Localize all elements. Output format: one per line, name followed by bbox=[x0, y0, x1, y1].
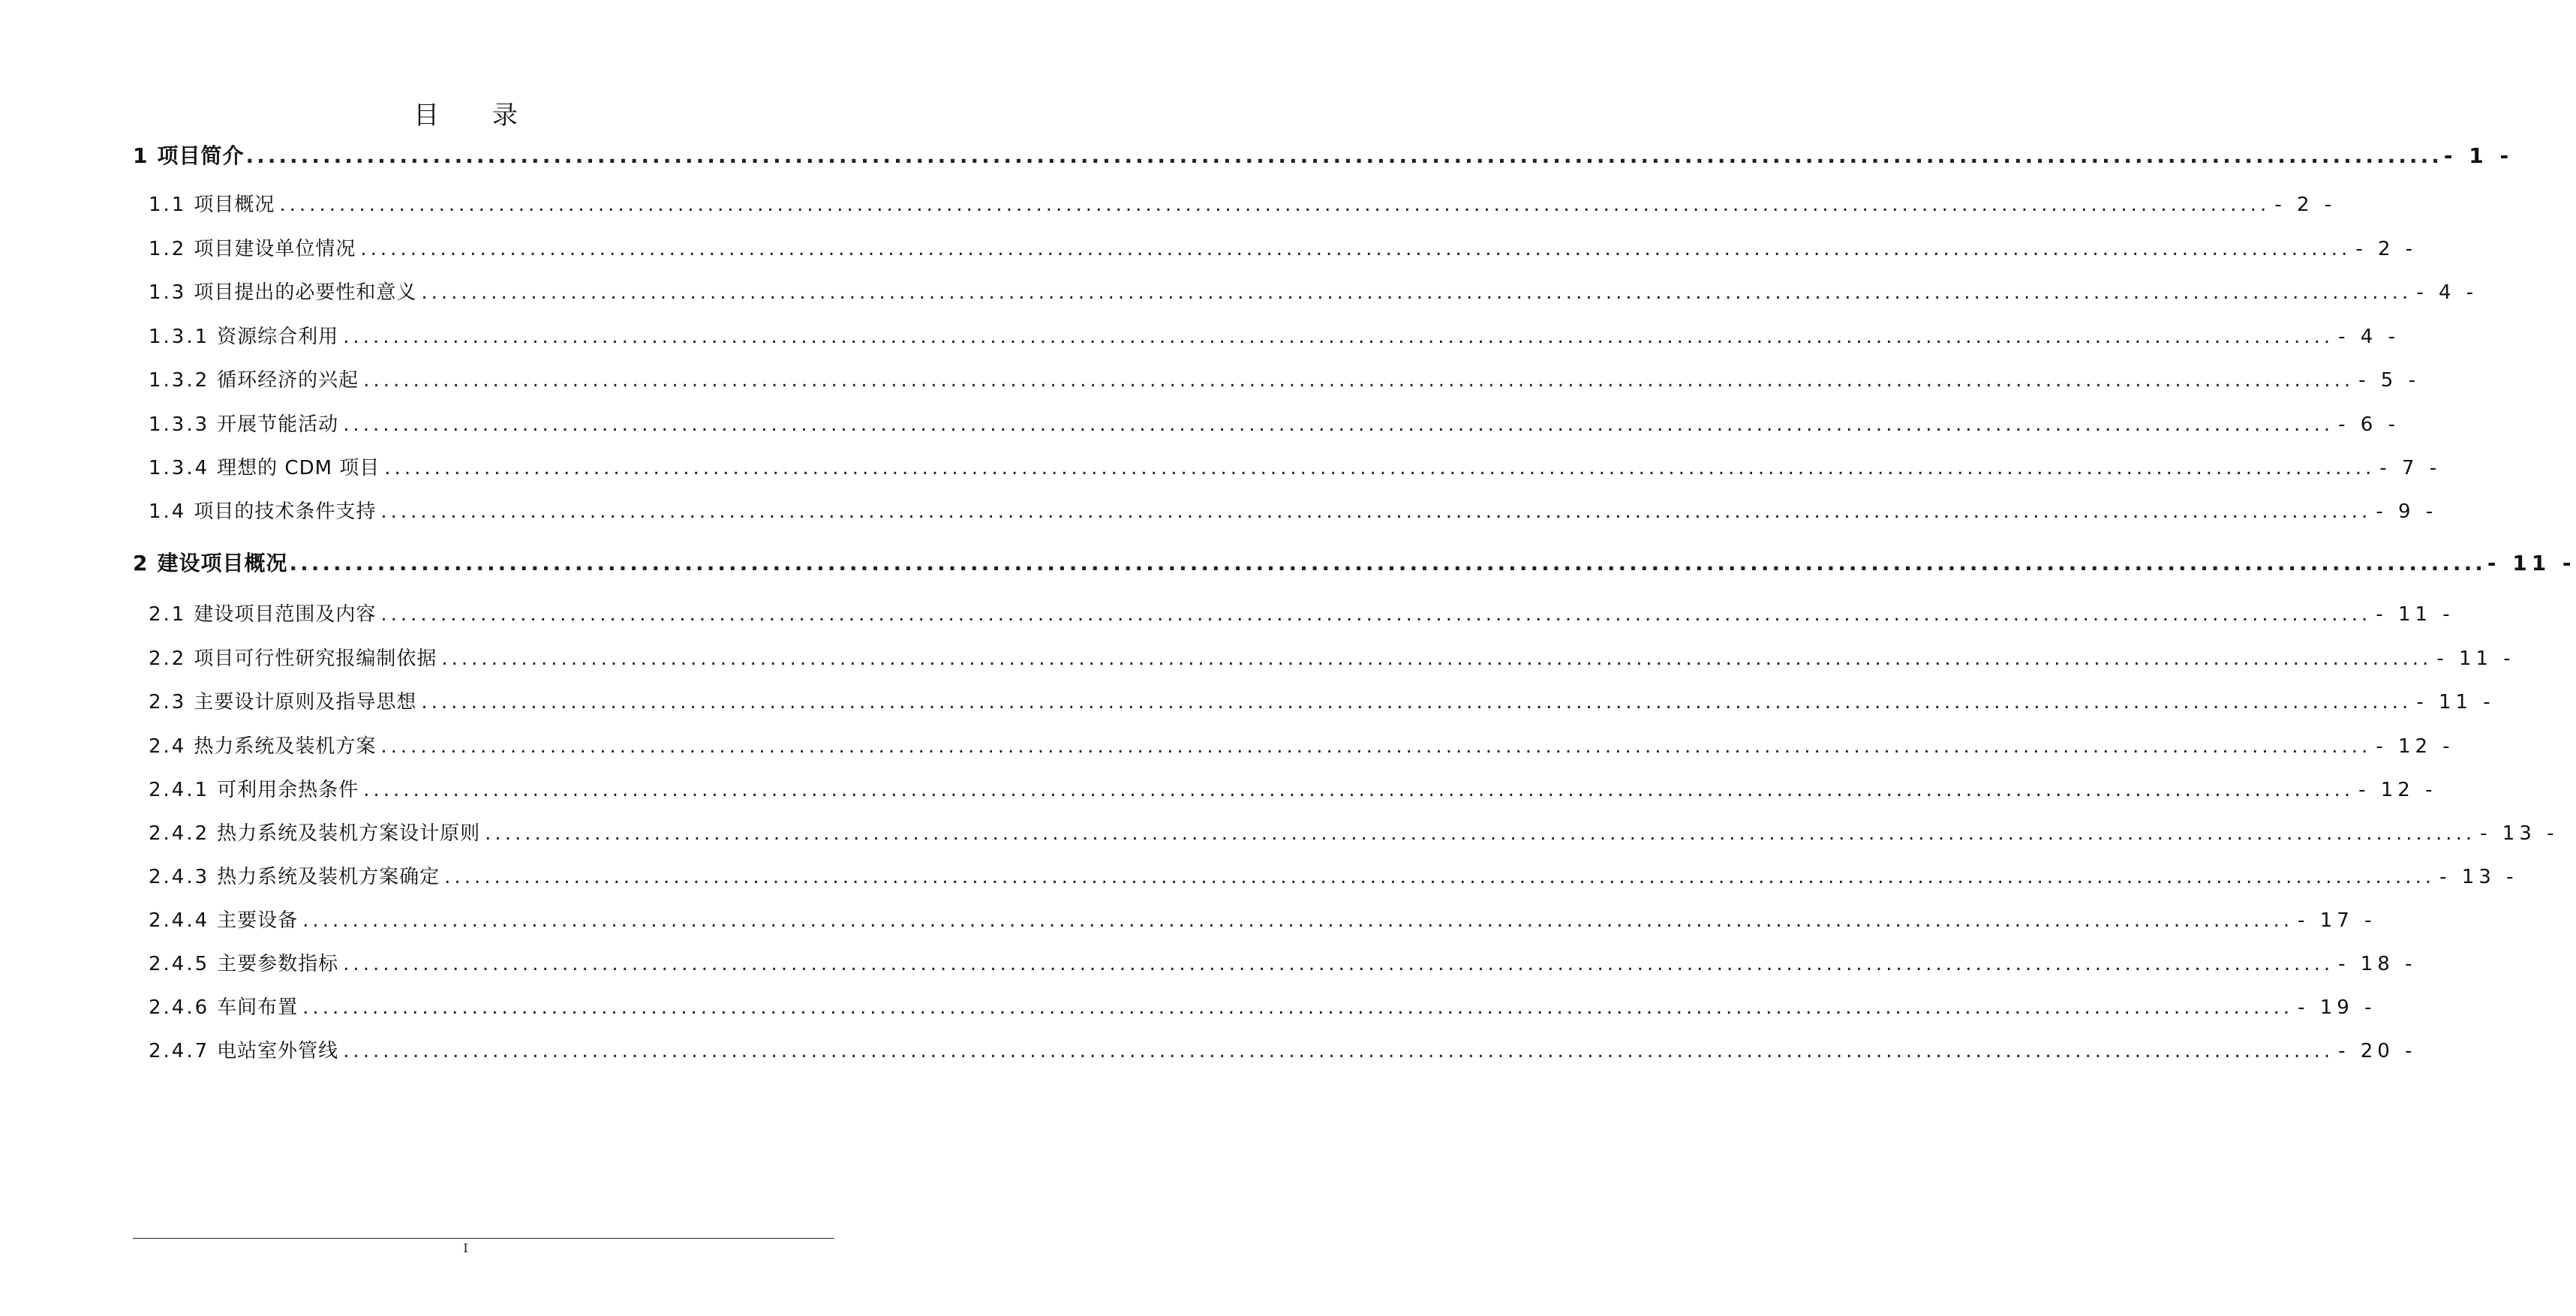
toc-entry-title: 车间布置 bbox=[217, 996, 299, 1019]
toc-entry[interactable] bbox=[149, 452, 2442, 482]
toc-dot-leader: ........................................................................................................................................................................................................ bbox=[380, 500, 2372, 523]
toc-entry-title: 主要设计原则及指导思想 bbox=[194, 691, 417, 714]
toc-entry-page: - 11 - bbox=[2416, 691, 2495, 714]
toc-entry-title: 理想的 CDM 项目 bbox=[217, 457, 380, 479]
toc-entry-page: - 13 - bbox=[2439, 866, 2518, 888]
toc-entry-title: 循环经济的兴起 bbox=[217, 369, 359, 392]
footer-page-number: I bbox=[463, 1241, 468, 1255]
toc-entry[interactable] bbox=[149, 409, 2400, 439]
toc-entry-title: 热力系统及装机方案 bbox=[194, 735, 377, 758]
toc-entry[interactable] bbox=[149, 277, 2478, 307]
toc-entry[interactable] bbox=[149, 992, 2376, 1022]
toc-entry[interactable] bbox=[149, 643, 2515, 673]
toc-dot-leader: ........................................................................................................................................................................................................ bbox=[343, 1040, 2334, 1062]
toc-entry-number: 2.3 bbox=[149, 691, 187, 714]
toc-entry-page: - 17 - bbox=[2298, 909, 2376, 932]
toc-entry[interactable] bbox=[149, 496, 2438, 526]
toc-entry-page: - 2 - bbox=[2274, 194, 2337, 216]
toc-dot-leader: ........................................................................................................................................................................................................ bbox=[380, 735, 2372, 758]
toc-entry-title: 开展节能活动 bbox=[217, 413, 339, 436]
toc-entry-title: 项目简介 bbox=[157, 143, 245, 168]
toc-entry-title: 热力系统及装机方案设计原则 bbox=[217, 822, 481, 845]
toc-entry-title: 项目的技术条件支持 bbox=[194, 500, 377, 523]
toc-dot-leader: ........................................................................................................................................................................................................ bbox=[421, 691, 2412, 714]
toc-entry-page: - 4 - bbox=[2416, 281, 2478, 304]
toc-dot-leader: ........................................................................................................................................................................................................ bbox=[302, 996, 2294, 1019]
toc-entry-number: 2.4.1 bbox=[149, 779, 210, 801]
toc-entry-page: - 12 - bbox=[2376, 735, 2454, 758]
toc-entry-page: - 11 - bbox=[2487, 551, 2576, 575]
toc-entry-title: 项目概况 bbox=[194, 194, 275, 216]
toc-dot-leader: ........................................................................................................................................................................................................ bbox=[279, 194, 2271, 216]
toc-entry-number: 1.4 bbox=[149, 500, 187, 523]
toc-entry[interactable] bbox=[149, 365, 2420, 395]
toc-dot-leader: ........................................................................................................................................................................................................ bbox=[343, 953, 2334, 975]
toc-entry-page: - 4 - bbox=[2338, 326, 2400, 348]
toc-entry-title: 热力系统及装机方案确定 bbox=[217, 866, 440, 888]
toc-entry-page: - 20 - bbox=[2338, 1040, 2417, 1062]
toc-entry[interactable] bbox=[149, 687, 2495, 717]
toc-entry[interactable] bbox=[149, 948, 2417, 978]
toc-entry-title: 建设项目概况 bbox=[157, 551, 288, 575]
toc-entry-number: 1.3.2 bbox=[149, 369, 210, 392]
toc-entry-title: 资源综合利用 bbox=[217, 326, 339, 348]
toc-entry[interactable] bbox=[149, 189, 2337, 219]
toc-entry-number: 2.4.5 bbox=[149, 953, 210, 975]
toc-entry-title: 项目可行性研究报编制依据 bbox=[194, 647, 437, 670]
toc-entry-page: - 9 - bbox=[2376, 500, 2438, 523]
toc-entry-number: 2.4 bbox=[149, 735, 187, 758]
toc-entry-page: - 19 - bbox=[2298, 996, 2376, 1019]
toc-dot-leader: ........................................................................................................................................................................................................ bbox=[380, 603, 2372, 626]
toc-entry[interactable] bbox=[149, 818, 2559, 848]
toc-entry-page: - 5 - bbox=[2358, 369, 2420, 392]
toc-dot-leader: ........................................................................................................................................................................................................ bbox=[441, 647, 2433, 670]
toc-dot-leader: ........................................................................................................................................................................................................ bbox=[363, 369, 2355, 392]
toc-entry-number: 1.2 bbox=[149, 238, 187, 260]
page-title: 目 录 bbox=[413, 101, 540, 131]
toc-entry[interactable] bbox=[149, 321, 2400, 351]
toc-dot-leader: ........................................................................................................................................................................................................ bbox=[485, 822, 2476, 845]
toc-entry-number: 1.3.3 bbox=[149, 413, 210, 436]
toc-dot-leader: ........................................................................................................................................................................................................ bbox=[384, 457, 2376, 479]
toc-entry-number: 2.4.7 bbox=[149, 1040, 210, 1062]
toc-entry-page: - 1 - bbox=[2443, 143, 2514, 168]
toc-dot-leader: ........................................................................................................................................................................................................ bbox=[302, 909, 2294, 932]
toc-dot-leader: ........................................................................................................................................................................................................ bbox=[421, 281, 2412, 304]
toc-entry-number: 2.1 bbox=[149, 603, 187, 626]
toc-entry[interactable] bbox=[149, 599, 2454, 629]
toc-entry[interactable] bbox=[149, 861, 2518, 891]
toc-entry-page: - 6 - bbox=[2338, 413, 2400, 436]
toc-dot-leader: ........................................................................................................................................................................................................ bbox=[360, 238, 2352, 260]
toc-entry-page: - 11 - bbox=[2436, 647, 2515, 670]
toc-entry-number: 2.4.6 bbox=[149, 996, 210, 1019]
toc-entry-title: 项目提出的必要性和意义 bbox=[194, 281, 417, 304]
toc-entry-number: 2 bbox=[133, 551, 150, 575]
toc-entry-number: 1 bbox=[133, 143, 150, 168]
toc-entry-page: - 2 - bbox=[2355, 238, 2418, 260]
toc-entry-page: - 7 - bbox=[2379, 457, 2442, 479]
toc-entry-title: 电站室外管线 bbox=[217, 1040, 339, 1062]
toc-dot-leader: ........................................................................................................................................................................................................ bbox=[289, 551, 2486, 575]
toc-dot-leader: ........................................................................................................................................................................................................ bbox=[444, 866, 2436, 888]
toc-entry-number: 1.1 bbox=[149, 194, 187, 216]
toc-entry-page: - 18 - bbox=[2338, 953, 2417, 975]
toc-entry-title: 项目建设单位情况 bbox=[194, 238, 356, 260]
toc-entry[interactable] bbox=[149, 731, 2454, 761]
toc-entry-number: 2.2 bbox=[149, 647, 187, 670]
toc-dot-leader: ........................................................................................................................................................................................................ bbox=[343, 326, 2334, 348]
toc-entry-title: 主要设备 bbox=[217, 909, 299, 932]
toc-dot-leader: ........................................................................................................................................................................................................ bbox=[363, 779, 2355, 801]
toc-entry-number: 1.3.1 bbox=[149, 326, 210, 348]
toc-entry-title: 可利用余热条件 bbox=[217, 779, 359, 801]
toc-entry[interactable] bbox=[149, 233, 2418, 263]
toc-dot-leader: ........................................................................................................................................................................................................ bbox=[245, 143, 2442, 168]
toc-entry[interactable] bbox=[149, 774, 2437, 804]
footer-divider bbox=[133, 1238, 834, 1239]
toc-entry[interactable] bbox=[149, 905, 2376, 935]
toc-entry[interactable] bbox=[133, 547, 2576, 577]
toc-dot-leader: ........................................................................................................................................................................................................ bbox=[343, 413, 2334, 436]
toc-entry-title: 主要参数指标 bbox=[217, 953, 339, 975]
toc-entry[interactable] bbox=[149, 1035, 2417, 1065]
toc-entry-number: 2.4.3 bbox=[149, 866, 210, 888]
toc-entry-number: 1.3.4 bbox=[149, 457, 210, 479]
toc-entry-page: - 13 - bbox=[2480, 822, 2559, 845]
toc-entry-number: 2.4.4 bbox=[149, 909, 210, 932]
toc-entry-page: - 12 - bbox=[2358, 779, 2437, 801]
toc-entry-title: 建设项目范围及内容 bbox=[194, 603, 377, 626]
toc-entry-number: 2.4.2 bbox=[149, 822, 210, 845]
toc-entry[interactable] bbox=[133, 140, 2514, 170]
toc-entry-number: 1.3 bbox=[149, 281, 187, 304]
toc-entry-page: - 11 - bbox=[2376, 603, 2454, 626]
